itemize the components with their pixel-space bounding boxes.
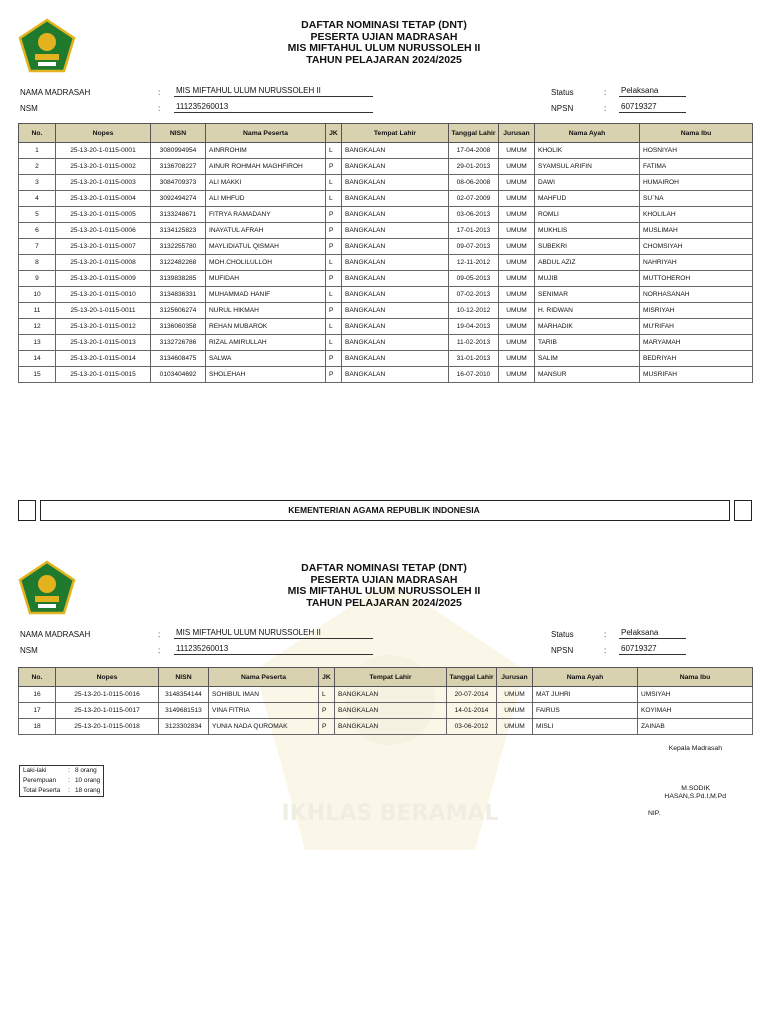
cell-nama-ayah: ABDUL AZIZ	[535, 255, 640, 271]
cell-nama-ibu: FATIMA	[640, 159, 753, 175]
cell-jurusan: UMUM	[499, 255, 535, 271]
cell-nopes: 25-13-20-1-0115-0013	[56, 335, 151, 351]
cell-tempat-lahir: BANGKALAN	[342, 239, 449, 255]
cell-nopes: 25-13-20-1-0115-0016	[56, 687, 159, 703]
table-row	[19, 159, 753, 175]
cell-no: 16	[19, 687, 56, 703]
cell-jurusan: UMUM	[499, 271, 535, 287]
cell-nisn: 3125606274	[151, 303, 206, 319]
cell-nama-ibu: NORHASANAH	[640, 287, 753, 303]
table-row	[19, 191, 753, 207]
cell-no: 3	[19, 175, 56, 191]
cell-nama-peserta: SHOLEHAH	[206, 367, 326, 383]
cell-nama-ayah: MUKHLIS	[535, 223, 640, 239]
summary-label: Perempuan	[23, 777, 57, 784]
header-no: No.	[19, 668, 56, 687]
cell-tanggal-lahir: 17-01-2013	[449, 223, 499, 239]
cell-jk: P	[319, 719, 335, 735]
cell-nopes: 25-13-20-1-0115-0005	[56, 207, 151, 223]
cell-jk: L	[326, 287, 342, 303]
nama-madrasah-value: MIS MIFTAHUL ULUM NURUSSOLEH II	[174, 86, 373, 97]
table-row	[19, 719, 753, 735]
header-nama-ayah: Nama Ayah	[535, 124, 640, 143]
cell-no: 11	[19, 303, 56, 319]
status-label: Status	[551, 630, 574, 639]
cell-nama-peserta: ALI MAKKI	[206, 175, 326, 191]
cell-jurusan: UMUM	[499, 175, 535, 191]
cell-nama-peserta: FITRYA RAMADANY	[206, 207, 326, 223]
cell-nopes: 25-13-20-1-0115-0010	[56, 287, 151, 303]
cell-no: 6	[19, 223, 56, 239]
cell-jk: P	[319, 703, 335, 719]
cell-nisn: 3132255780	[151, 239, 206, 255]
cell-nisn: 3123302834	[159, 719, 209, 735]
cell-tanggal-lahir: 16-07-2010	[449, 367, 499, 383]
cell-nopes: 25-13-20-1-0115-0001	[56, 143, 151, 159]
header-tempat-lahir: Tempat Lahir	[335, 668, 447, 687]
title-line: DAFTAR NOMINASI TETAP (DNT)	[301, 19, 467, 31]
cell-jurusan: UMUM	[499, 287, 535, 303]
participant-summary	[19, 765, 104, 797]
colon: :	[158, 104, 161, 113]
left-marker-box	[18, 500, 36, 521]
cell-tempat-lahir: BANGKALAN	[342, 223, 449, 239]
cell-no: 15	[19, 367, 56, 383]
cell-nama-ayah: MUJIB	[535, 271, 640, 287]
cell-nama-peserta: YUNIA NADA QUROMAK	[209, 719, 319, 735]
cell-jurusan: UMUM	[499, 319, 535, 335]
table-row	[19, 223, 753, 239]
cell-nama-peserta: VINA FITRIA	[209, 703, 319, 719]
cell-nama-peserta: REHAN MUBAROK	[206, 319, 326, 335]
header-nama-ibu: Nama Ibu	[640, 124, 753, 143]
cell-jk: P	[326, 223, 342, 239]
title-line: PESERTA UJIAN MADRASAH	[310, 30, 458, 43]
header-nisn: NISN	[159, 668, 209, 687]
colon: :	[158, 88, 161, 97]
nsm-value: 111235260013	[174, 644, 373, 655]
cell-no: 12	[19, 319, 56, 335]
colon: :	[604, 646, 607, 655]
status-value: Pelaksana	[619, 86, 686, 97]
cell-jurusan: UMUM	[497, 719, 533, 735]
cell-tempat-lahir: BANGKALAN	[342, 271, 449, 287]
cell-nama-peserta: AINUR ROHMAH MAGHFIROH	[206, 159, 326, 175]
cell-nisn: 3133248671	[151, 207, 206, 223]
cell-tempat-lahir: BANGKALAN	[342, 319, 449, 335]
header-jk: JK	[326, 124, 342, 143]
summary-label: Laki-laki	[23, 767, 47, 774]
cell-nisn: 3136708227	[151, 159, 206, 175]
cell-jk: P	[326, 239, 342, 255]
cell-nama-ayah: SALIM	[535, 351, 640, 367]
cell-nisn: 3149681513	[159, 703, 209, 719]
cell-nama-ayah: MISLI	[533, 719, 638, 735]
cell-tanggal-lahir: 02-07-2009	[449, 191, 499, 207]
table-row	[19, 303, 753, 319]
cell-nopes: 25-13-20-1-0115-0012	[56, 319, 151, 335]
cell-nisn: 3136060358	[151, 319, 206, 335]
cell-tanggal-lahir: 10-12-2012	[449, 303, 499, 319]
cell-tempat-lahir: BANGKALAN	[335, 719, 447, 735]
cell-nama-ibu: MUTTOHEROH	[640, 271, 753, 287]
cell-no: 7	[19, 239, 56, 255]
cell-no: 13	[19, 335, 56, 351]
cell-jk: P	[326, 271, 342, 287]
cell-no: 1	[19, 143, 56, 159]
title-line: MIS MIFTAHUL ULUM NURUSSOLEH II	[287, 42, 481, 54]
header-nama-peserta: Nama Peserta	[209, 668, 319, 687]
header-nama-ayah: Nama Ayah	[533, 668, 638, 687]
cell-tanggal-lahir: 08-06-2008	[449, 175, 499, 191]
cell-nama-ayah: H. RIDWAN	[535, 303, 640, 319]
cell-tempat-lahir: BANGKALAN	[342, 367, 449, 383]
cell-jk: P	[326, 303, 342, 319]
cell-nama-ayah: FAIRUS	[533, 703, 638, 719]
cell-tempat-lahir: BANGKALAN	[342, 287, 449, 303]
cell-tanggal-lahir: 07-02-2013	[449, 287, 499, 303]
cell-no: 9	[19, 271, 56, 287]
cell-nopes: 25-13-20-1-0115-0009	[56, 271, 151, 287]
cell-jurusan: UMUM	[499, 335, 535, 351]
cell-nama-peserta: MOH.CHOLILULLOH	[206, 255, 326, 271]
cell-nama-ibu: MUSRIFAH	[640, 367, 753, 383]
cell-nopes: 25-13-20-1-0115-0002	[56, 159, 151, 175]
colon: :	[604, 104, 607, 113]
summary-label: Total Peserta	[23, 787, 61, 794]
cell-jk: L	[319, 687, 335, 703]
cell-nisn: 3134836331	[151, 287, 206, 303]
header-jk: JK	[319, 668, 335, 687]
cell-nisn: 3092494274	[151, 191, 206, 207]
cell-nama-ibu: HOSNIYAH	[640, 143, 753, 159]
cell-nama-ibu: KHOLILAH	[640, 207, 753, 223]
status-value: Pelaksana	[619, 628, 686, 639]
cell-tanggal-lahir: 11-02-2013	[449, 335, 499, 351]
participant-table-2	[18, 667, 753, 735]
kemenag-logo	[17, 560, 77, 616]
title-line: PESERTA UJIAN MADRASAH	[310, 573, 458, 586]
cell-jk: L	[326, 143, 342, 159]
banner-text: KEMENTERIAN AGAMA REPUBLIK INDONESIA	[288, 505, 480, 515]
cell-tanggal-lahir: 09-07-2013	[449, 239, 499, 255]
title-line: TAHUN PELAJARAN 2024/2025	[306, 53, 462, 66]
cell-nama-ibu: KOYIMAH	[638, 703, 753, 719]
cell-nama-ayah: SYAMSUL ARIFIN	[535, 159, 640, 175]
cell-nopes: 25-13-20-1-0115-0008	[56, 255, 151, 271]
watermark-text: IKHLAS BERAMAL	[281, 801, 499, 826]
table-row	[19, 367, 753, 383]
cell-tempat-lahir: BANGKALAN	[342, 351, 449, 367]
npsn-label: NPSN	[551, 104, 574, 113]
cell-nama-ayah: MAT JUHRI	[533, 687, 638, 703]
colon: :	[604, 88, 607, 97]
header-tanggal-lahir: Tanggal Lahir	[449, 124, 499, 143]
cell-nama-peserta: MUHAMMAD HANIF	[206, 287, 326, 303]
cell-tanggal-lahir: 12-11-2012	[449, 255, 499, 271]
cell-no: 5	[19, 207, 56, 223]
cell-tanggal-lahir: 19-04-2013	[449, 319, 499, 335]
cell-nama-ayah: SUBEKRI	[535, 239, 640, 255]
nsm-label: NSM	[20, 104, 38, 113]
nsm-value: 111235260013	[174, 102, 373, 113]
cell-tanggal-lahir: 14-01-2014	[447, 703, 497, 719]
signature-nip: NIP.	[648, 810, 661, 817]
header-nama-peserta: Nama Peserta	[206, 124, 326, 143]
cell-jk: P	[326, 367, 342, 383]
table-row	[19, 703, 753, 719]
document-title	[200, 563, 568, 609]
npsn-value: 60719327	[619, 644, 686, 655]
table-row	[19, 175, 753, 191]
cell-nama-peserta: SOHIBUL IMAN	[209, 687, 319, 703]
signature-name-line1: M.SODIK	[681, 785, 710, 792]
nama-madrasah-label: NAMA MADRASAH	[20, 88, 91, 97]
cell-nisn: 0103404692	[151, 367, 206, 383]
signature-name-line2: HASAN,S.Pd.I,M.Pd	[664, 793, 726, 800]
cell-tempat-lahir: BANGKALAN	[342, 207, 449, 223]
nama-madrasah-label: NAMA MADRASAH	[20, 630, 91, 639]
table-row	[19, 335, 753, 351]
cell-nisn: 3148354144	[159, 687, 209, 703]
cell-tempat-lahir: BANGKALAN	[335, 703, 447, 719]
cell-tempat-lahir: BANGKALAN	[342, 335, 449, 351]
cell-jurusan: UMUM	[499, 159, 535, 175]
header-nopes: Nopes	[56, 124, 151, 143]
cell-tempat-lahir: BANGKALAN	[342, 175, 449, 191]
cell-nama-ibu: MUSLIMAH	[640, 223, 753, 239]
nama-madrasah-value: MIS MIFTAHUL ULUM NURUSSOLEH II	[174, 628, 373, 639]
npsn-label: NPSN	[551, 646, 574, 655]
npsn-value: 60719327	[619, 102, 686, 113]
cell-no: 8	[19, 255, 56, 271]
cell-nama-peserta: INAYATUL AFRAH	[206, 223, 326, 239]
cell-nama-ayah: MANSUR	[535, 367, 640, 383]
status-label: Status	[551, 88, 574, 97]
table-row	[19, 239, 753, 255]
cell-jurusan: UMUM	[497, 703, 533, 719]
cell-nisn: 3132726786	[151, 335, 206, 351]
cell-nama-ibu: ZAINAB	[638, 719, 753, 735]
cell-nisn: 3139838285	[151, 271, 206, 287]
cell-nama-ibu: MU'RIFAH	[640, 319, 753, 335]
cell-jk: L	[326, 175, 342, 191]
cell-nama-ayah: SENIMAR	[535, 287, 640, 303]
cell-tanggal-lahir: 03-06-2013	[449, 207, 499, 223]
summary-value: 10 orang	[75, 777, 101, 784]
cell-tempat-lahir: BANGKALAN	[342, 143, 449, 159]
cell-nama-ayah: MARHADIK	[535, 319, 640, 335]
cell-nama-ibu: CHOMSIYAH	[640, 239, 753, 255]
header-tanggal-lahir: Tanggal Lahir	[447, 668, 497, 687]
header-no: No.	[19, 124, 56, 143]
cell-nisn: 3134125823	[151, 223, 206, 239]
cell-jk: L	[326, 255, 342, 271]
cell-tanggal-lahir: 03-06-2012	[447, 719, 497, 735]
cell-jk: P	[326, 207, 342, 223]
cell-nopes: 25-13-20-1-0115-0006	[56, 223, 151, 239]
table-row	[19, 287, 753, 303]
header-nama-ibu: Nama Ibu	[638, 668, 753, 687]
cell-tanggal-lahir: 20-07-2014	[447, 687, 497, 703]
cell-nama-ibu: BEDRIYAH	[640, 351, 753, 367]
cell-nama-ibu: HUMAIROH	[640, 175, 753, 191]
cell-nama-peserta: MUFIDAH	[206, 271, 326, 287]
cell-tanggal-lahir: 09-05-2013	[449, 271, 499, 287]
cell-nopes: 25-13-20-1-0115-0015	[56, 367, 151, 383]
colon: :	[158, 630, 161, 639]
cell-nama-peserta: AINRROHIM	[206, 143, 326, 159]
cell-tempat-lahir: BANGKALAN	[335, 687, 447, 703]
colon: :	[158, 646, 161, 655]
cell-jurusan: UMUM	[497, 687, 533, 703]
cell-tempat-lahir: BANGKALAN	[342, 191, 449, 207]
cell-jurusan: UMUM	[499, 303, 535, 319]
cell-nama-ayah: DAWI	[535, 175, 640, 191]
nsm-label: NSM	[20, 646, 38, 655]
table-row	[19, 687, 753, 703]
title-line: DAFTAR NOMINASI TETAP (DNT)	[301, 562, 467, 574]
cell-tanggal-lahir: 29-01-2013	[449, 159, 499, 175]
cell-nopes: 25-13-20-1-0115-0011	[56, 303, 151, 319]
header-nopes: Nopes	[56, 668, 159, 687]
cell-nama-ayah: TARIB	[535, 335, 640, 351]
cell-no: 10	[19, 287, 56, 303]
cell-jk: P	[326, 159, 342, 175]
cell-jurusan: UMUM	[499, 207, 535, 223]
right-marker-box	[734, 500, 752, 521]
cell-nama-peserta: RIZAL AMIRULLAH	[206, 335, 326, 351]
summary-value: 18 orang	[75, 787, 101, 794]
cell-nama-ibu: UMSIYAH	[638, 687, 753, 703]
cell-nisn: 3122482268	[151, 255, 206, 271]
cell-jk: L	[326, 191, 342, 207]
colon: :	[604, 630, 607, 639]
table-row	[19, 271, 753, 287]
header-tempat-lahir: Tempat Lahir	[342, 124, 449, 143]
cell-no: 14	[19, 351, 56, 367]
table-row	[19, 255, 753, 271]
cell-nopes: 25-13-20-1-0115-0007	[56, 239, 151, 255]
cell-nisn: 3080994954	[151, 143, 206, 159]
cell-nama-peserta: NURUL HIKMAH	[206, 303, 326, 319]
cell-jurusan: UMUM	[499, 351, 535, 367]
cell-nama-peserta: SALWA	[206, 351, 326, 367]
cell-nopes: 25-13-20-1-0115-0004	[56, 191, 151, 207]
cell-nopes: 25-13-20-1-0115-0014	[56, 351, 151, 367]
cell-jk: P	[326, 351, 342, 367]
cell-jurusan: UMUM	[499, 191, 535, 207]
cell-nama-peserta: MAYLIDIATUL QISMAH	[206, 239, 326, 255]
summary-value: 8 orang	[75, 767, 97, 774]
header-jurusan: Jurusan	[499, 124, 535, 143]
document-title	[200, 20, 568, 66]
cell-jurusan: UMUM	[499, 367, 535, 383]
table-row	[19, 207, 753, 223]
title-line: MIS MIFTAHUL ULUM NURUSSOLEH II	[287, 585, 481, 597]
table-body-1	[19, 143, 753, 383]
cell-tempat-lahir: BANGKALAN	[342, 255, 449, 271]
cell-nama-ayah: MAHFUD	[535, 191, 640, 207]
table-body-2	[19, 687, 753, 735]
cell-jurusan: UMUM	[499, 223, 535, 239]
cell-nopes: 25-13-20-1-0115-0003	[56, 175, 151, 191]
cell-tanggal-lahir: 31-01-2013	[449, 351, 499, 367]
cell-nisn: 3134608475	[151, 351, 206, 367]
cell-tempat-lahir: BANGKALAN	[342, 159, 449, 175]
table-row	[19, 351, 753, 367]
cell-nama-ayah: ROMLI	[535, 207, 640, 223]
cell-jurusan: UMUM	[499, 143, 535, 159]
cell-no: 17	[19, 703, 56, 719]
header-jurusan: Jurusan	[497, 668, 533, 687]
cell-nisn: 3084709373	[151, 175, 206, 191]
cell-nama-ibu: MARYAMAH	[640, 335, 753, 351]
cell-no: 4	[19, 191, 56, 207]
cell-nama-ayah: KHOLIK	[535, 143, 640, 159]
cell-no: 2	[19, 159, 56, 175]
cell-jk: L	[326, 335, 342, 351]
kemenag-logo	[17, 18, 77, 74]
table-header-row	[19, 124, 753, 143]
cell-nama-ibu: SU`NA	[640, 191, 753, 207]
table-row	[19, 319, 753, 335]
summary-row: Perempuan : 10 orang	[23, 777, 101, 784]
cell-jurusan: UMUM	[499, 239, 535, 255]
cell-tempat-lahir: BANGKALAN	[342, 303, 449, 319]
participant-table-1	[18, 123, 753, 383]
summary-row: Total Peserta : 18 orang	[23, 787, 101, 794]
summary-row: Laki-laki : 8 orang	[23, 767, 97, 774]
cell-nama-peserta: ALI MHFUD	[206, 191, 326, 207]
cell-nopes: 25-13-20-1-0115-0017	[56, 703, 159, 719]
cell-nopes: 25-13-20-1-0115-0018	[56, 719, 159, 735]
cell-nama-ibu: NAHRIYAH	[640, 255, 753, 271]
cell-no: 18	[19, 719, 56, 735]
signature-role: Kepala Madrasah	[668, 745, 722, 752]
cell-nama-ibu: MISRIYAH	[640, 303, 753, 319]
cell-tanggal-lahir: 17-04-2008	[449, 143, 499, 159]
table-row	[19, 143, 753, 159]
title-line: TAHUN PELAJARAN 2024/2025	[306, 596, 462, 609]
header-nisn: NISN	[151, 124, 206, 143]
table-header-row	[19, 668, 753, 687]
cell-jk: L	[326, 319, 342, 335]
